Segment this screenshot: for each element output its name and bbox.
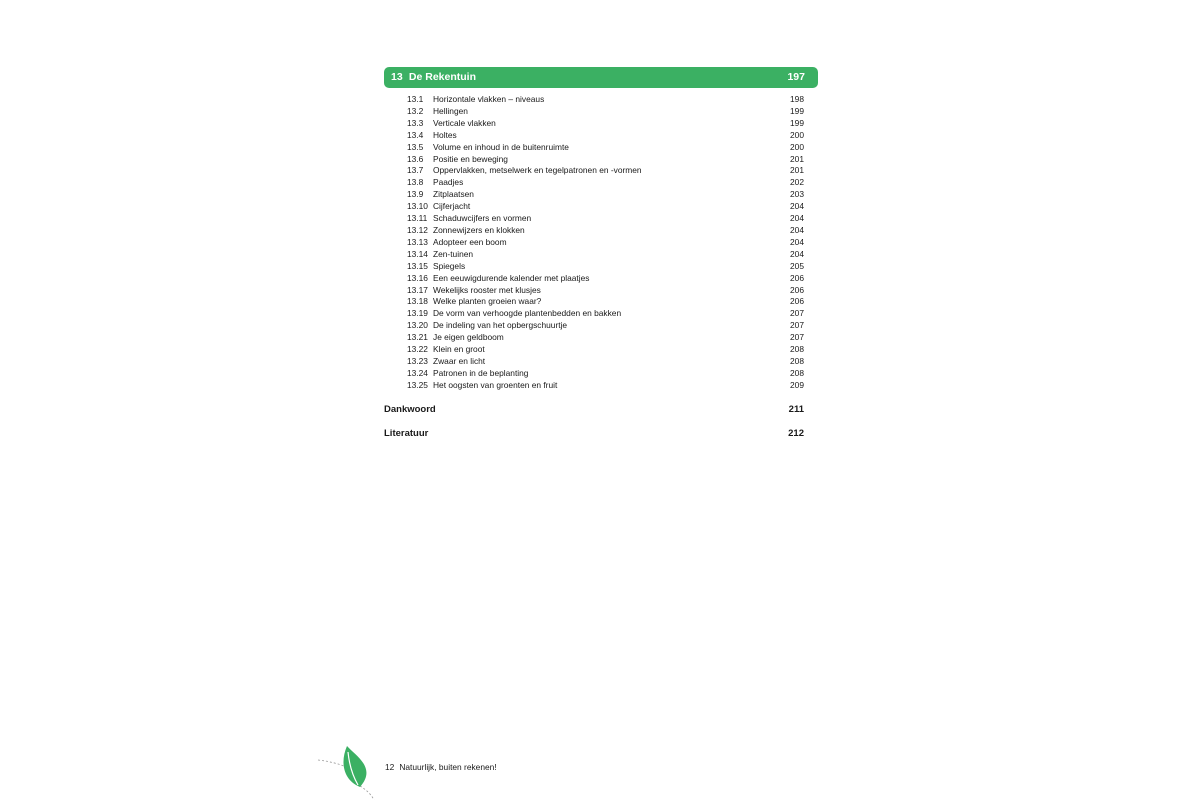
section-number: 13.17 (407, 284, 428, 295)
section-title: Verticale vlakken (433, 117, 496, 128)
section-title: Welke planten groeien waar? (433, 296, 542, 307)
section-number: 13.10 (407, 201, 428, 212)
toc-section-row[interactable] (407, 177, 804, 189)
toc-section-row[interactable] (407, 296, 804, 308)
section-page-number: 207 (790, 332, 804, 343)
toc-section-row[interactable] (407, 332, 804, 344)
section-number: 13.14 (407, 248, 428, 259)
section-page-number: 206 (790, 296, 804, 307)
toc-section-row[interactable] (407, 94, 804, 106)
chapter-title: De Rekentuin (408, 71, 477, 83)
section-page-number: 200 (790, 129, 804, 140)
section-number: 13.21 (407, 332, 428, 343)
section-title: Het oogsten van groenten en fruit (433, 379, 558, 390)
section-page-number: 199 (790, 117, 804, 128)
toc-section-row[interactable] (407, 189, 804, 201)
toc-section-row[interactable] (407, 249, 804, 261)
toc-entry-title: Literatuur (384, 428, 429, 439)
toc-section-row[interactable] (407, 261, 804, 273)
section-number: 13.5 (407, 141, 424, 152)
section-page-number: 200 (790, 141, 804, 152)
section-number: 13.20 (407, 320, 428, 331)
section-title: Paadjes (433, 177, 464, 188)
toc-section-row[interactable] (407, 368, 804, 380)
section-page-number: 204 (790, 201, 804, 212)
section-page-number: 204 (790, 213, 804, 224)
toc-section-row[interactable] (407, 273, 804, 285)
section-title: Klein en groot (433, 344, 485, 355)
toc-entry-page-number: 211 (788, 404, 804, 415)
toc-entry-dankwoord[interactable] (384, 403, 804, 417)
section-number: 13.1 (407, 94, 424, 104)
section-title: Wekelijks rooster met klusjes (433, 284, 541, 295)
section-number: 13.25 (407, 379, 428, 390)
section-number: 13.18 (407, 296, 428, 307)
section-page-number: 209 (790, 379, 804, 390)
section-title: De vorm van verhoogde plantenbedden en bakken (433, 308, 622, 319)
page-footer (0, 740, 600, 800)
toc-section-row[interactable] (407, 237, 804, 249)
section-page-number: 207 (790, 308, 804, 319)
section-title: Zen-tuinen (433, 248, 474, 259)
footer-text (385, 761, 497, 773)
toc-section-row[interactable] (407, 165, 804, 177)
section-page-number: 202 (790, 177, 804, 188)
section-page-number: 204 (790, 248, 804, 259)
chapter-header[interactable] (384, 67, 818, 88)
chapter-page-number: 197 (787, 71, 805, 83)
section-title: Zonnewijzers en klokken (433, 224, 525, 235)
section-page-number: 199 (790, 105, 804, 116)
section-number: 13.4 (407, 129, 424, 140)
section-title: Hellingen (433, 105, 468, 116)
section-page-number: 205 (790, 260, 804, 271)
toc-section-row[interactable] (407, 213, 804, 225)
section-title: Cijferjacht (433, 201, 471, 212)
section-title: Positie en beweging (433, 153, 508, 164)
section-page-number: 208 (790, 355, 804, 366)
leaf-icon (0, 740, 600, 800)
section-number: 13.9 (407, 189, 424, 200)
toc-section-row[interactable] (407, 380, 804, 392)
toc-section-row[interactable] (407, 344, 804, 356)
section-page-number: 204 (790, 236, 804, 247)
toc-section-row[interactable] (407, 154, 804, 166)
section-page-number: 206 (790, 272, 804, 283)
toc-section-row[interactable] (407, 225, 804, 237)
section-title: Schaduwcijfers en vormen (433, 213, 532, 224)
section-title: De indeling van het opbergschuurtje (433, 320, 568, 331)
section-list (407, 94, 804, 392)
toc-section-row[interactable] (407, 320, 804, 332)
section-number: 13.22 (407, 344, 428, 355)
section-title: Oppervlakken, metselwerk en tegelpatronen en -vormen (433, 165, 642, 176)
section-page-number: 208 (790, 344, 804, 355)
section-page-number: 206 (790, 284, 804, 295)
chapter-number: 13 (391, 71, 403, 83)
toc-section-row[interactable] (407, 106, 804, 118)
section-number: 13.19 (407, 308, 428, 319)
section-title: Horizontale vlakken – niveaus (433, 94, 545, 104)
section-number: 13.3 (407, 117, 424, 128)
toc-entry-literatuur[interactable] (384, 427, 804, 441)
section-title: Je eigen geldboom (433, 332, 504, 343)
section-title: Zwaar en licht (433, 355, 486, 366)
section-number: 13.23 (407, 355, 428, 366)
section-number: 13.24 (407, 367, 428, 378)
toc-section-row[interactable] (407, 285, 804, 297)
section-title: Volume en inhoud in de buitenruimte (433, 141, 569, 152)
section-title: Spiegels (433, 260, 466, 271)
toc-section-row[interactable] (407, 308, 804, 320)
toc-section-row[interactable] (407, 118, 804, 130)
toc-section-row[interactable] (407, 356, 804, 368)
section-page-number: 201 (790, 165, 804, 176)
section-page-number: 201 (790, 153, 804, 164)
section-title: Patronen in de beplanting (433, 367, 529, 378)
section-number: 13.8 (407, 177, 424, 188)
section-number: 13.7 (407, 165, 424, 176)
section-page-number: 207 (790, 320, 804, 331)
section-number: 13.16 (407, 272, 428, 283)
section-page-number: 204 (790, 224, 804, 235)
section-number: 13.2 (407, 105, 424, 116)
section-title: Adopteer een boom (433, 236, 507, 247)
footer-page-number: 12 (385, 762, 395, 772)
section-number: 13.11 (407, 213, 428, 224)
toc-section-row[interactable] (407, 130, 804, 142)
section-number: 13.13 (407, 236, 428, 247)
toc-entry-page-number: 212 (788, 428, 804, 439)
section-title: Zitplaatsen (433, 189, 474, 200)
section-number: 13.12 (407, 224, 428, 235)
toc-section-row[interactable] (407, 201, 804, 213)
section-title: Een eeuwigdurende kalender met plaatjes (433, 272, 590, 283)
footer-book-title: Natuurlijk, buiten rekenen! (399, 762, 497, 772)
toc-section-row[interactable] (407, 142, 804, 154)
section-page-number: 208 (790, 367, 804, 378)
section-number: 13.6 (407, 153, 424, 164)
section-page-number: 198 (790, 94, 804, 104)
toc-entry-title: Dankwoord (384, 404, 436, 415)
section-title: Holtes (433, 129, 457, 140)
section-number: 13.15 (407, 260, 428, 271)
section-page-number: 203 (790, 189, 804, 200)
